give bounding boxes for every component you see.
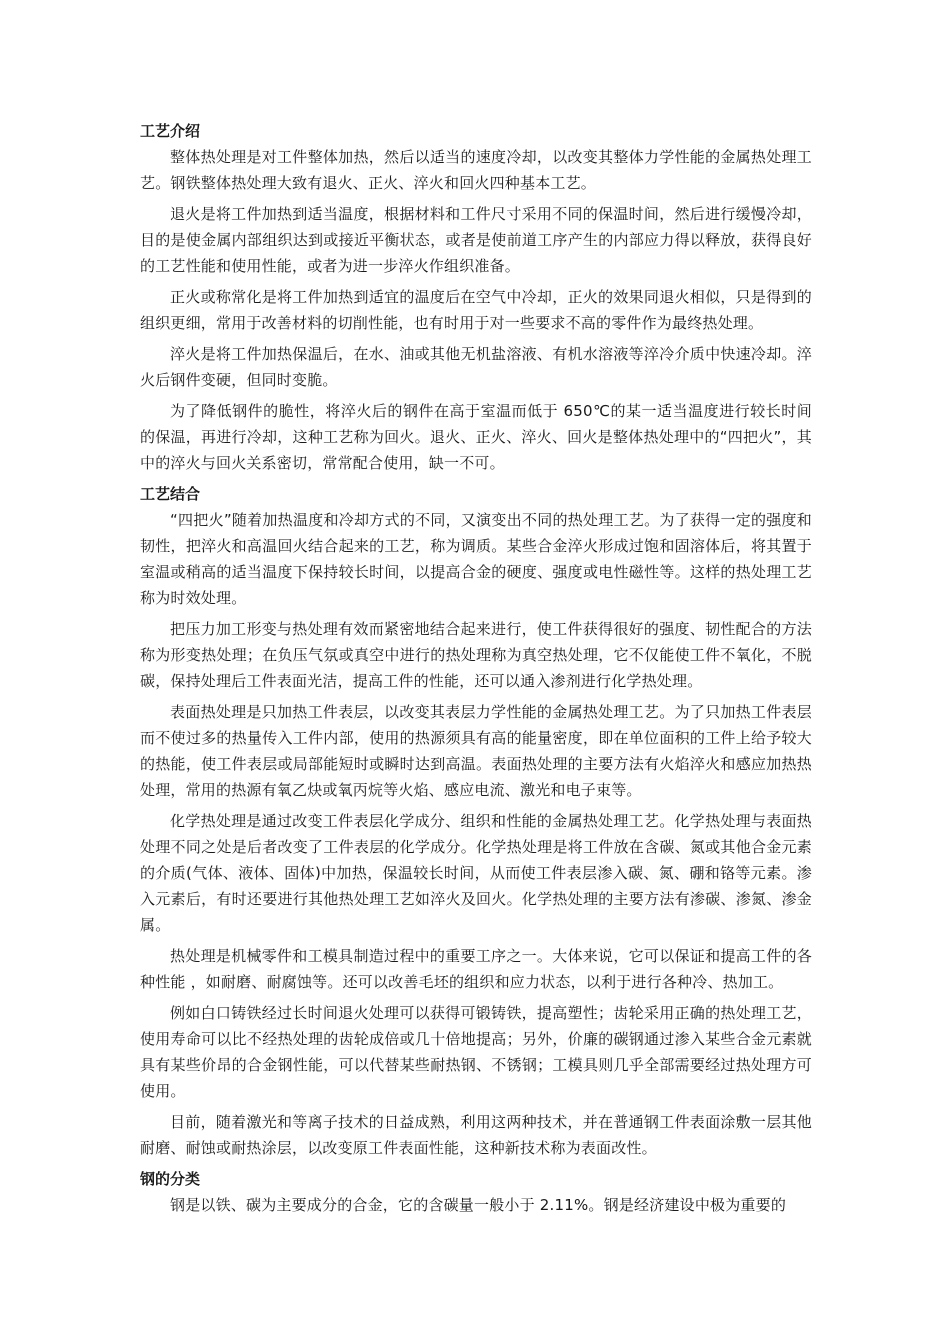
paragraph: 把压力加工形变与热处理有效而紧密地结合起来进行，使工件获得很好的强度、韧性配合的方法称为形变热处理；在负压气氛或真空中进行的热处理称为真空热处理，它不仅能使工件不氧化，不脱碳，保持处理后工件表面光洁，提高工件的性能，还可以通入渗剂进行化学热处理。 <box>140 620 812 690</box>
paragraph: 退火是将工件加热到适当温度，根据材料和工件尺寸采用不同的保温时间，然后进行缓慢冷却，目的是使金属内部组织达到或接近平衡状态，或者是使前道工序产生的内部应力得以释放，获得良好的工艺性能和使用性能，或者为进一步淬火作组织准备。 <box>140 205 812 275</box>
paragraph: 整体热处理是对工件整体加热，然后以适当的速度冷却，以改变其整体力学性能的金属热处理工艺。钢铁整体热处理大致有退火、正火、淬火和回火四种基本工艺。 <box>140 148 812 192</box>
paragraph: 钢是以铁、碳为主要成分的合金，它的含碳量一般小于 2.11%。钢是经济建设中极为重要的 <box>170 1196 787 1214</box>
section-heading-process-intro: 工艺介绍 <box>140 122 201 140</box>
paragraph: 为了降低钢件的脆性，将淬火后的钢件在高于室温而低于 650℃的某一适当温度进行较长时间的保温，再进行冷却，这种工艺称为回火。退火、正火、淬火、回火是整体热处理中的“四把火”，其中的淬火与回火关系密切，常常配合使用，缺一不可。 <box>140 402 812 472</box>
paragraph: 淬火是将工件加热保温后，在水、油或其他无机盐溶液、有机水溶液等淬冷介质中快速冷却。淬火后钢件变硬，但同时变脆。 <box>140 345 812 389</box>
paragraph: 目前，随着激光和等离子技术的日益成熟，利用这两种技术，并在普通钢工件表面涂敷一层其他耐磨、耐蚀或耐热涂层，以改变原工件表面性能，这种新技术称为表面改性。 <box>140 1113 812 1157</box>
paragraph: 化学热处理是通过改变工件表层化学成分、组织和性能的金属热处理工艺。化学热处理与表面热处理不同之处是后者改变了工件表层的化学成分。化学热处理是将工件放在含碳、氮或其他合金元素的介质(气体、液体、固体)中加热，保温较长时间，从而使工件表层渗入碳、氮、硼和铬等元素。渗入元素后，有时还要进行其他热处理工艺如淬火及回火。化学热处理的主要方法有渗碳、渗氮、渗金属。 <box>140 812 812 934</box>
section-heading-process-combination: 工艺结合 <box>140 485 201 503</box>
document-page <box>140 118 812 1223</box>
paragraph: 表面热处理是只加热工件表层，以改变其表层力学性能的金属热处理工艺。为了只加热工件表层而不使过多的热量传入工件内部，使用的热源须具有高的能量密度，即在单位面积的工件上给予较大的热能，使工件表层或局部能短时或瞬时达到高温。表面热处理的主要方法有火焰淬火和感应加热热处理，常用的热源有氧乙炔或氧丙烷等火焰、感应电流、激光和电子束等。 <box>140 703 812 799</box>
section-heading-steel-classification: 钢的分类 <box>140 1170 201 1188</box>
paragraph: “四把火”随着加热温度和冷却方式的不同，又演变出不同的热处理工艺。为了获得一定的强度和韧性，把淬火和高温回火结合起来的工艺，称为调质。某些合金淬火形成过饱和固溶体后，将其置于室温或稍高的适当温度下保持较长时间，以提高合金的硬度、强度或电性磁性等。这样的热处理工艺称为时效处理。 <box>140 511 812 607</box>
paragraph: 热处理是机械零件和工模具制造过程中的重要工序之一。大体来说，它可以保证和提高工件的各种性能 ，如耐磨、耐腐蚀等。还可以改善毛坯的组织和应力状态，以利于进行各种冷、热加工。 <box>140 947 812 991</box>
paragraph: 正火或称常化是将工件加热到适宜的温度后在空气中冷却，正火的效果同退火相似，只是得到的组织更细，常用于改善材料的切削性能，也有时用于对一些要求不高的零件作为最终热处理。 <box>140 288 812 332</box>
paragraph: 例如白口铸铁经过长时间退火处理可以获得可锻铸铁，提高塑性；齿轮采用正确的热处理工艺，使用寿命可以比不经热处理的齿轮成倍或几十倍地提高；另外，价廉的碳钢通过渗入某些合金元素就具有某些价昂的合金钢性能，可以代替某些耐热钢、不锈钢；工模具则几乎全部需要经过热处理方可使用。 <box>140 1004 812 1100</box>
